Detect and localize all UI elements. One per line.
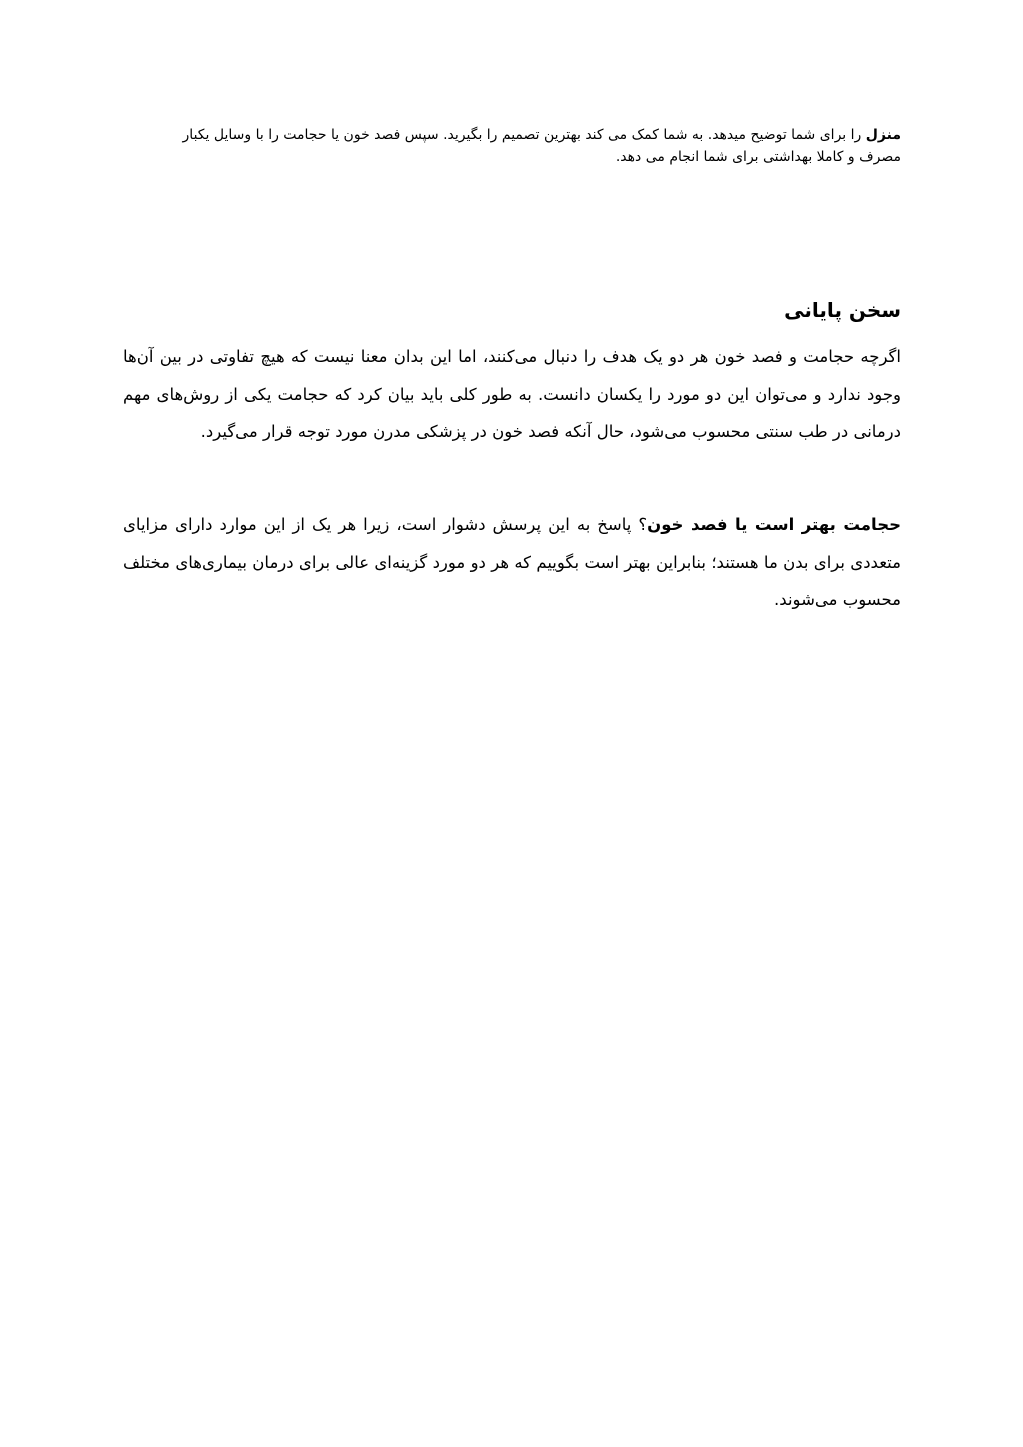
paragraph-2-bold-question: حجامت بهتر است یا فصد خون (647, 515, 901, 534)
paragraph-2-text: ؟ پاسخ به این پرسش دشوار است، زیرا هر یک از این موارد دارای مزایای متعددی برای بدن ما هستند؛ بنابراین بهتر است بگوییم که هر دو مورد گزینه‌ای عالی برای درمان بیماری‌های مختلف محسوب می‌شوند. (123, 515, 901, 609)
intro-paragraph (161, 124, 901, 168)
intro-text: را برای شما توضیح میدهد. به شما کمک می کند بهترین تصمیم را بگیرید. سپس فصد خون یا حجامت را با وسایل یکبار مصرف و کاملا بهداشتی برای شما انجام می دهد. (182, 127, 901, 165)
intro-bold-term: منزل (865, 127, 901, 143)
section-heading: سخن پایانی (784, 298, 901, 322)
closing-paragraph-2 (123, 506, 901, 619)
closing-paragraph-1: اگرچه حجامت و فصد خون هر دو یک هدف را دنبال می‌کنند، اما این بدان معنا نیست که هیچ تفاوتی در بین آن‌ها وجود ندارد و می‌توان این دو مورد را یکسان دانست. به طور کلی باید بیان کرد که حجامت یکی از روش‌های مهم درمانی در طب سنتی محسوب می‌شود، حال آنکه فصد خون در پزشکی مدرن مورد توجه قرار می‌گیرد. (123, 347, 901, 441)
